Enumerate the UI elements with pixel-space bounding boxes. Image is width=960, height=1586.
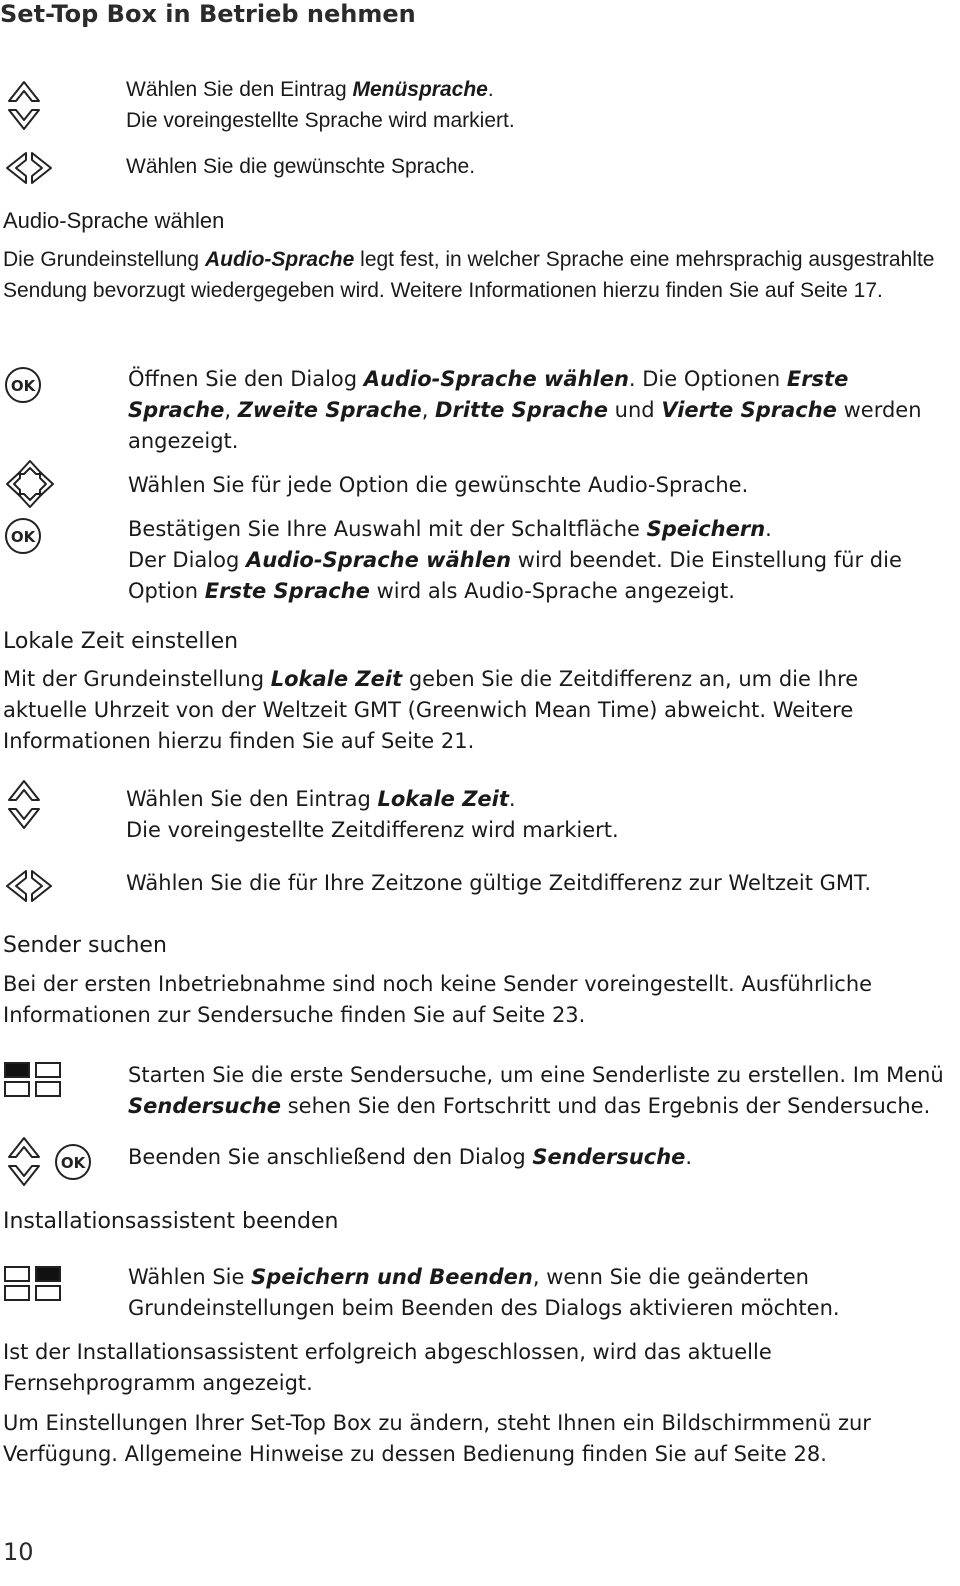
left-right-arrows-icon — [4, 868, 54, 904]
up-down-arrows-icon — [6, 79, 42, 133]
ok-button-icon — [4, 366, 42, 404]
step-text: Wählen Sie Speichern und Beenden, wenn Sie die geänderten Grundeinstellungen beim Beenden des Dialogs aktivieren möchten. — [128, 1265, 840, 1320]
softkey-top-left-icon — [4, 1062, 62, 1098]
step-text: Bestätigen Sie Ihre Auswahl mit der Schaltfläche Speichern. Der Dialog Audio-Sprache wählen wird beendet. Die Einstellung für die Option Erste Sprache wird als Audio-Sprache angezeigt. — [128, 517, 902, 603]
step-text: Starten Sie die erste Sendersuche, um eine Senderliste zu erstellen. Im Menü Sendersuche sehen Sie den Fortschritt und das Ergebnis der Sendersuche. — [128, 1063, 944, 1118]
step-text: Öffnen Sie den Dialog Audio-Sprache wählen. Die Optionen Erste Sprache, Zweite Sprache, Dritte Sprache und Vierte Sprache werden angezeigt. — [128, 367, 922, 453]
ok-button-icon — [4, 517, 42, 555]
step-text: Wählen Sie die für Ihre Zeitzone gültige Zeitdifferenz zur Weltzeit GMT. — [126, 871, 872, 895]
section-title: Audio-Sprache wählen — [3, 208, 225, 233]
section-intro: Mit der Grundeinstellung Lokale Zeit geben Sie die Zeitdifferenz an, um die Ihre aktuelle Uhrzeit von der Weltzeit GMT (Greenwich Mean Time) abweicht. Weitere Informationen hierzu finden Sie auf Seite 21. — [3, 667, 859, 753]
closing-paragraph: Ist der Installationsassistent erfolgreich abgeschlossen, wird das aktuelle Fernsehprogramm angezeigt. — [3, 1340, 772, 1395]
step-text: Wählen Sie für jede Option die gewünschte Audio-Sprache. — [128, 473, 749, 497]
step-text: Wählen Sie den Eintrag Lokale Zeit. Die voreingestellte Zeitdifferenz wird markiert. — [126, 787, 619, 842]
svg-text:OK: OK — [10, 377, 36, 395]
step-text: Wählen Sie die gewünschte Sprache. — [126, 155, 476, 178]
up-down-arrows-icon — [6, 778, 42, 832]
svg-text:OK: OK — [60, 1154, 86, 1172]
left-right-arrows-icon — [4, 150, 54, 186]
four-way-arrows-icon — [4, 458, 56, 510]
up-down-arrows-icon — [6, 1135, 42, 1189]
svg-text:OK: OK — [10, 528, 36, 546]
step-text: Wählen Sie den Eintrag Menüsprache. Die voreingestellte Sprache wird markiert. — [126, 78, 515, 132]
section-intro: Die Grundeinstellung Audio-Sprache legt fest, in welcher Sprache eine mehrsprachig ausgestrahlte Sendung bevorzugt wiedergegeben wird. Weitere Informationen hierzu finden Sie auf Seite 17. — [3, 248, 935, 302]
section-title: Sender suchen — [3, 933, 167, 958]
page-header: Set-Top Box in Betrieb nehmen — [0, 0, 416, 28]
ok-button-icon — [54, 1143, 92, 1181]
closing-paragraph: Um Einstellungen Ihrer Set-Top Box zu ändern, steht Ihnen ein Bildschirmmenü zur Verfügung. Allgemeine Hinweise zu dessen Bedienung finden Sie auf Seite 28. — [3, 1411, 871, 1466]
section-title: Installationsassistent beenden — [3, 1209, 339, 1234]
section-title: Lokale Zeit einstellen — [3, 629, 239, 654]
step-text: Beenden Sie anschließend den Dialog Sendersuche. — [128, 1145, 693, 1169]
page-number: 10 — [3, 1538, 34, 1566]
softkey-top-right-icon — [4, 1266, 62, 1302]
section-intro: Bei der ersten Inbetriebnahme sind noch keine Sender voreingestellt. Ausführliche Informationen zur Sendersuche finden Sie auf Seite 23. — [3, 972, 873, 1027]
